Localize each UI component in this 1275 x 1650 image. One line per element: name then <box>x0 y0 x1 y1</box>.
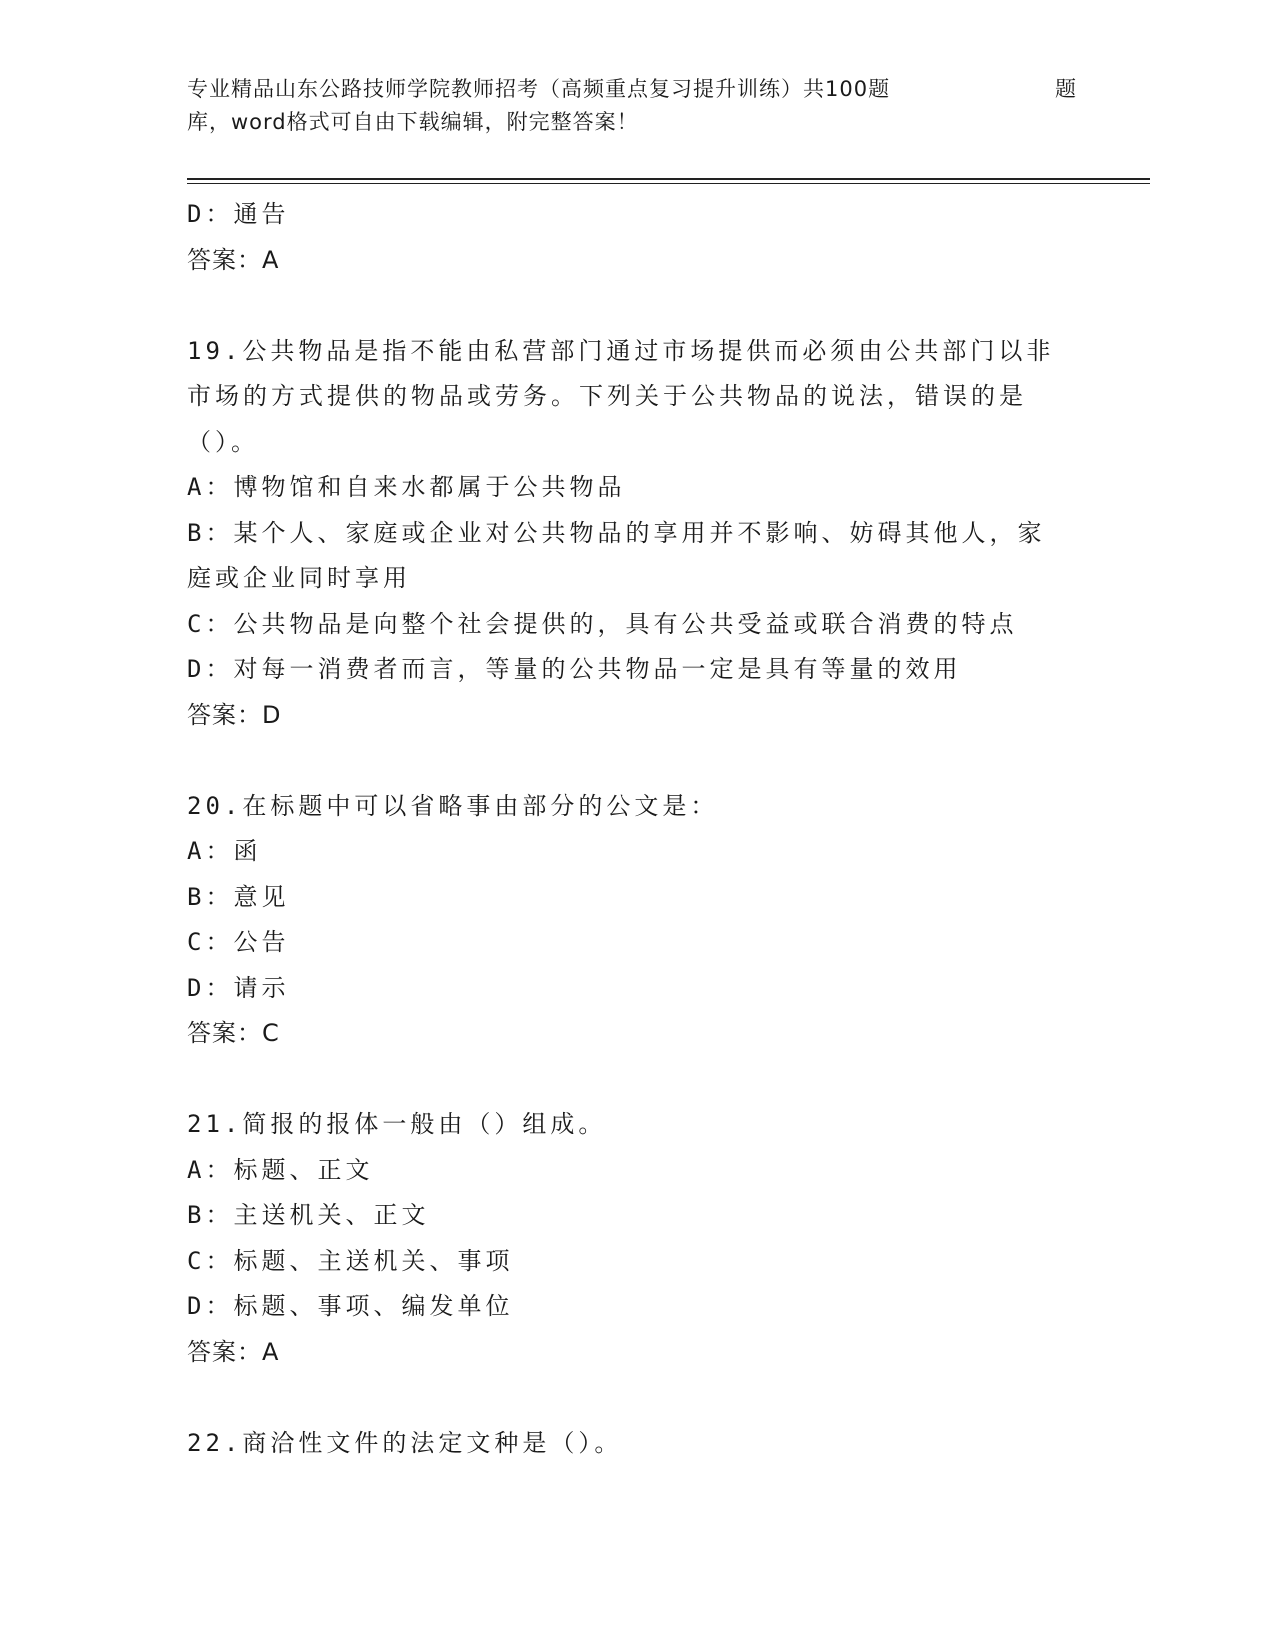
option-b: B：某个人、家庭或企业对公共物品的享用并不影响、妨碍其他人，家 <box>187 518 1046 547</box>
option-d: D：通告 <box>187 200 290 228</box>
option-d: D：对每一消费者而言，等量的公共物品一定是具有等量的效用 <box>187 655 962 683</box>
question-20 <box>187 784 1087 1057</box>
question-stem-cont: （）。 <box>187 427 259 456</box>
question-stem-cont: 市场的方式提供的物品或劳务。下列关于公共物品的说法，错误的是 <box>187 382 1027 410</box>
question-18-tail <box>187 192 1087 283</box>
option-d: D：标题、事项、编发单位 <box>187 1292 514 1320</box>
option-a: A：博物馆和自来水都属于公共物品 <box>187 473 626 501</box>
option-d: D：请示 <box>187 973 290 1002</box>
question-22 <box>187 1421 1087 1467</box>
question-stem: 19.公共物品是指不能由私营部门通过市场提供而必须由公共部门以非 <box>187 336 1055 365</box>
document-body <box>187 192 1087 1466</box>
header-line-1-trailing: 题 <box>1055 77 1077 101</box>
header-line-1: 专业精品山东公路技师学院教师招考（高频重点复习提升训练）共100题 <box>187 77 891 101</box>
answer: 答案：D <box>187 700 282 729</box>
page-header <box>187 73 1087 139</box>
question-21 <box>187 1102 1087 1375</box>
answer: 答案：A <box>187 245 280 274</box>
option-c: C：公告 <box>187 928 290 956</box>
answer: 答案：C <box>187 1019 280 1047</box>
answer: 答案：A <box>187 1337 280 1366</box>
option-b: B：意见 <box>187 882 290 911</box>
option-a: A：函 <box>187 837 262 865</box>
question-stem: 20.在标题中可以省略事由部分的公文是： <box>187 791 719 820</box>
question-stem: 22.商洽性文件的法定文种是（）。 <box>187 1428 623 1457</box>
header-divider-thick <box>187 178 1150 180</box>
option-c: C：公共物品是向整个社会提供的，具有公共受益或联合消费的特点 <box>187 609 1018 638</box>
question-stem: 21.简报的报体一般由（）组成。 <box>187 1110 607 1138</box>
option-a: A：标题、正文 <box>187 1155 374 1184</box>
option-c: C：标题、主送机关、事项 <box>187 1246 514 1275</box>
question-19 <box>187 329 1087 739</box>
option-b: B：主送机关、正文 <box>187 1201 430 1229</box>
header-line-2: 库，word格式可自由下载编辑，附完整答案！ <box>187 110 639 134</box>
option-b-cont: 庭或企业同时享用 <box>187 564 411 592</box>
header-divider-thin <box>187 183 1150 184</box>
